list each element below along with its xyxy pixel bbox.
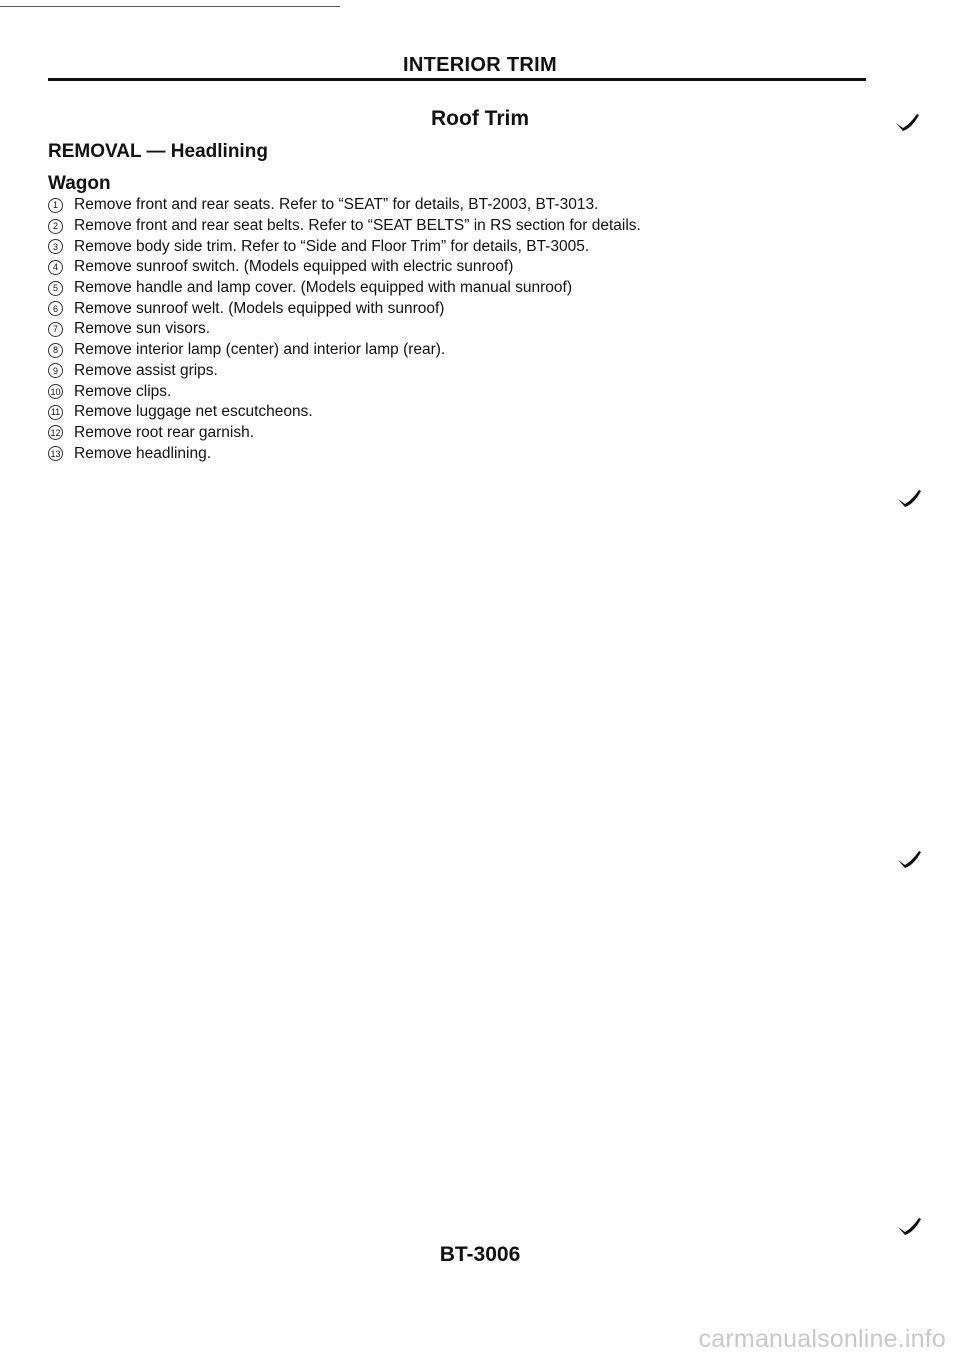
step-number-badge: 9 — [48, 363, 63, 378]
step-text: Remove luggage net escutcheons. — [74, 403, 313, 421]
watermark-text: carmanualsonline.info — [698, 1325, 946, 1353]
step-number-badge: 11 — [48, 405, 63, 420]
step-text: Remove sun visors. — [74, 320, 211, 338]
check-mark-icon — [896, 849, 922, 869]
step-number-badge: 3 — [48, 239, 63, 254]
page-number: BT-3006 — [439, 1243, 521, 1266]
step-text: Remove headlining. — [74, 444, 212, 462]
list-item — [48, 216, 641, 237]
list-item — [48, 443, 641, 464]
list-item — [48, 319, 641, 340]
step-number-badge: 10 — [48, 384, 63, 399]
list-item — [48, 257, 641, 278]
header-rule — [48, 78, 866, 81]
list-item — [48, 402, 641, 423]
top-edge-rule — [0, 6, 340, 7]
step-number-badge: 4 — [48, 260, 63, 275]
step-number-badge: 7 — [48, 322, 63, 337]
step-number-badge: 12 — [48, 425, 63, 440]
check-mark-icon — [894, 112, 920, 132]
list-item — [48, 423, 641, 444]
step-text: Remove clips. — [74, 382, 172, 400]
list-item — [48, 195, 641, 216]
check-mark-icon — [896, 1216, 922, 1236]
step-number-badge: 13 — [48, 446, 63, 461]
list-item — [48, 381, 641, 402]
list-item — [48, 236, 641, 257]
step-number-badge: 1 — [48, 198, 63, 213]
step-text: Remove assist grips. — [74, 361, 218, 379]
step-text: Remove sunroof welt. (Models equipped with sunroof) — [74, 299, 445, 317]
list-item — [48, 278, 641, 299]
step-text: Remove body side trim. Refer to “Side and Floor Trim” for details, BT-3005. — [74, 237, 590, 255]
step-text: Remove interior lamp (center) and interior lamp (rear). — [74, 341, 446, 359]
removal-steps-list — [48, 195, 641, 464]
removal-heading: REMOVAL — Headlining — [48, 141, 268, 162]
step-number-badge: 5 — [48, 281, 63, 296]
list-item — [48, 361, 641, 382]
step-text: Remove root rear garnish. — [74, 423, 255, 441]
step-number-badge: 2 — [48, 219, 63, 234]
section-title: Roof Trim — [431, 107, 529, 130]
step-text: Remove front and rear seats. Refer to “SEAT” for details, BT-2003, BT-3013. — [74, 196, 599, 214]
step-text: Remove sunroof switch. (Models equipped with electric sunroof) — [74, 258, 514, 276]
step-text: Remove front and rear seat belts. Refer to “SEAT BELTS” in RS section for details. — [74, 217, 641, 235]
list-item — [48, 340, 641, 361]
check-mark-icon — [896, 488, 922, 508]
step-number-badge: 6 — [48, 301, 63, 316]
step-text: Remove handle and lamp cover. (Models equipped with manual sunroof) — [74, 279, 573, 297]
list-item — [48, 298, 641, 319]
page-header-title: INTERIOR TRIM — [403, 54, 557, 76]
step-number-badge: 8 — [48, 343, 63, 358]
sub-heading: Wagon — [48, 173, 111, 194]
